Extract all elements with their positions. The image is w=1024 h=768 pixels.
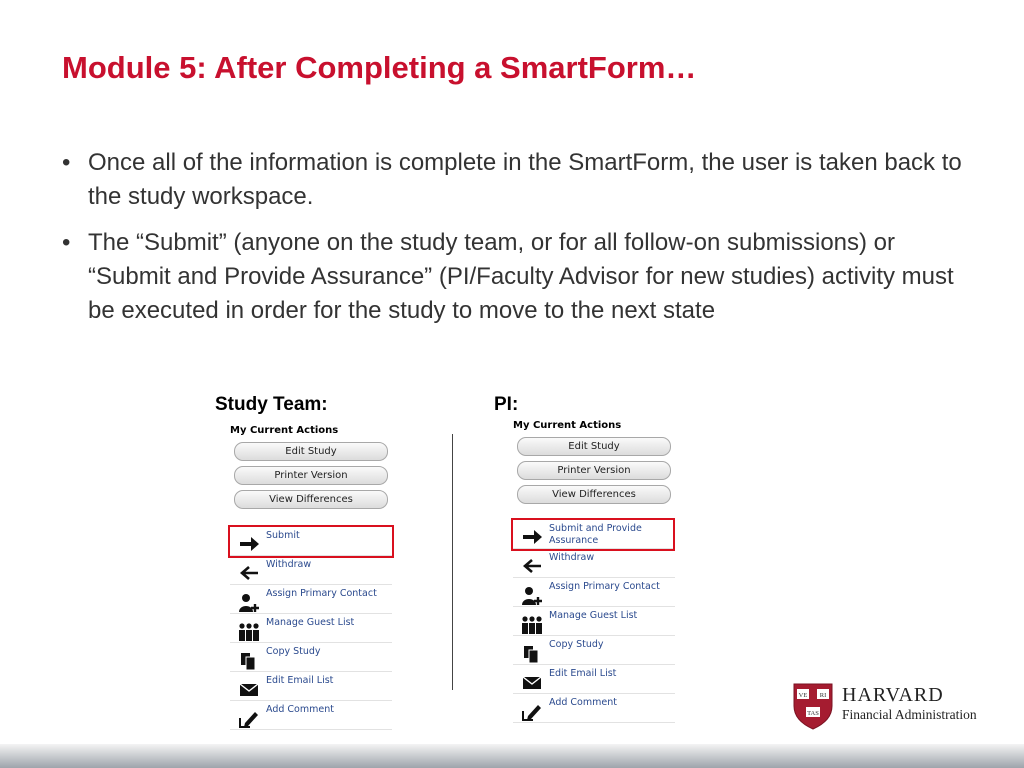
study-team-actions-panel [230, 425, 392, 730]
comment-pen-icon [521, 703, 543, 721]
bullet-text: The “Submit” (anyone on the study team, or for all follow-on submissions) or “Submit and Provide Assurance” (PI/Faculty Advisor for new studies) activity must be executed in order for the study to move to the next state [88, 229, 954, 324]
shield-letters-tas: TAS [807, 710, 819, 717]
action-label: Copy Study [266, 646, 321, 657]
action-label: Manage Guest List [266, 617, 355, 628]
group-icon [521, 616, 543, 634]
action-add-comment[interactable] [513, 694, 675, 723]
comment-pen-icon [238, 710, 260, 728]
action-edit-email-list[interactable] [513, 665, 675, 694]
bullet-glyph: • [62, 149, 71, 176]
action-withdraw[interactable] [230, 556, 392, 585]
study-team-caption: Study Team: [215, 394, 328, 415]
panel-divider [452, 434, 453, 690]
action-label: Edit Email List [549, 668, 617, 679]
action-label: Add Comment [266, 704, 334, 715]
footer-band [0, 744, 1024, 768]
printer-version-button[interactable]: Printer Version [234, 466, 388, 485]
bullet-text: Once all of the information is complete in the SmartForm, the user is taken back to the study workspace. [88, 149, 962, 210]
printer-version-button[interactable]: Printer Version [517, 461, 671, 480]
action-copy-study[interactable] [230, 643, 392, 672]
action-label: Submit [266, 530, 300, 541]
action-manage-guest-list[interactable] [513, 607, 675, 636]
action-edit-email-list[interactable] [230, 672, 392, 701]
pi-actions-panel [513, 420, 675, 723]
action-label: Withdraw [266, 559, 312, 570]
edit-study-button[interactable]: Edit Study [517, 437, 671, 456]
action-list [230, 527, 392, 730]
bullet-item [62, 146, 962, 214]
shield-letters-ve: VE [798, 692, 808, 699]
action-submit-and-provide-assurance[interactable] [513, 520, 673, 549]
action-label: Assign Primary Contact [266, 588, 377, 599]
pi-caption: PI: [494, 394, 519, 415]
action-manage-guest-list[interactable] [230, 614, 392, 643]
action-submit[interactable] [230, 527, 392, 556]
envelope-icon [521, 674, 543, 692]
envelope-icon [238, 681, 260, 699]
action-list [513, 520, 675, 723]
harvard-shield-logo [792, 682, 834, 730]
action-assign-primary-contact[interactable] [230, 585, 392, 614]
copy-icon [521, 645, 543, 663]
action-label: Withdraw [549, 552, 595, 563]
action-assign-primary-contact[interactable] [513, 578, 675, 607]
bullet-glyph: • [62, 229, 71, 256]
logo-subtitle: Financial Administration [842, 707, 977, 722]
panel-header: My Current Actions [230, 425, 339, 436]
action-label: Manage Guest List [549, 610, 638, 621]
shield-letters-ri: RI [819, 692, 827, 699]
bullet-list [62, 146, 962, 340]
action-label: Assign Primary Contact [549, 581, 660, 592]
view-differences-button[interactable]: View Differences [234, 490, 388, 509]
view-differences-button[interactable]: View Differences [517, 485, 671, 504]
bullet-item [62, 226, 962, 328]
arrow-right-icon [521, 529, 543, 547]
arrow-left-icon [521, 558, 543, 576]
person-add-icon [521, 587, 543, 605]
action-withdraw[interactable] [513, 549, 675, 578]
person-add-icon [238, 594, 260, 612]
action-label: Edit Email List [266, 675, 334, 686]
action-add-comment[interactable] [230, 701, 392, 730]
group-icon [238, 623, 260, 641]
action-label: Submit and Provide Assurance [549, 523, 642, 546]
action-label: Add Comment [549, 697, 617, 708]
arrow-right-icon [238, 536, 260, 554]
action-copy-study[interactable] [513, 636, 675, 665]
slide-title: Module 5: After Completing a SmartForm… [62, 50, 697, 85]
edit-study-button[interactable]: Edit Study [234, 442, 388, 461]
logo-name: HARVARD [842, 684, 944, 706]
panel-header: My Current Actions [513, 420, 622, 431]
arrow-left-icon [238, 565, 260, 583]
action-label: Copy Study [549, 639, 604, 650]
copy-icon [238, 652, 260, 670]
